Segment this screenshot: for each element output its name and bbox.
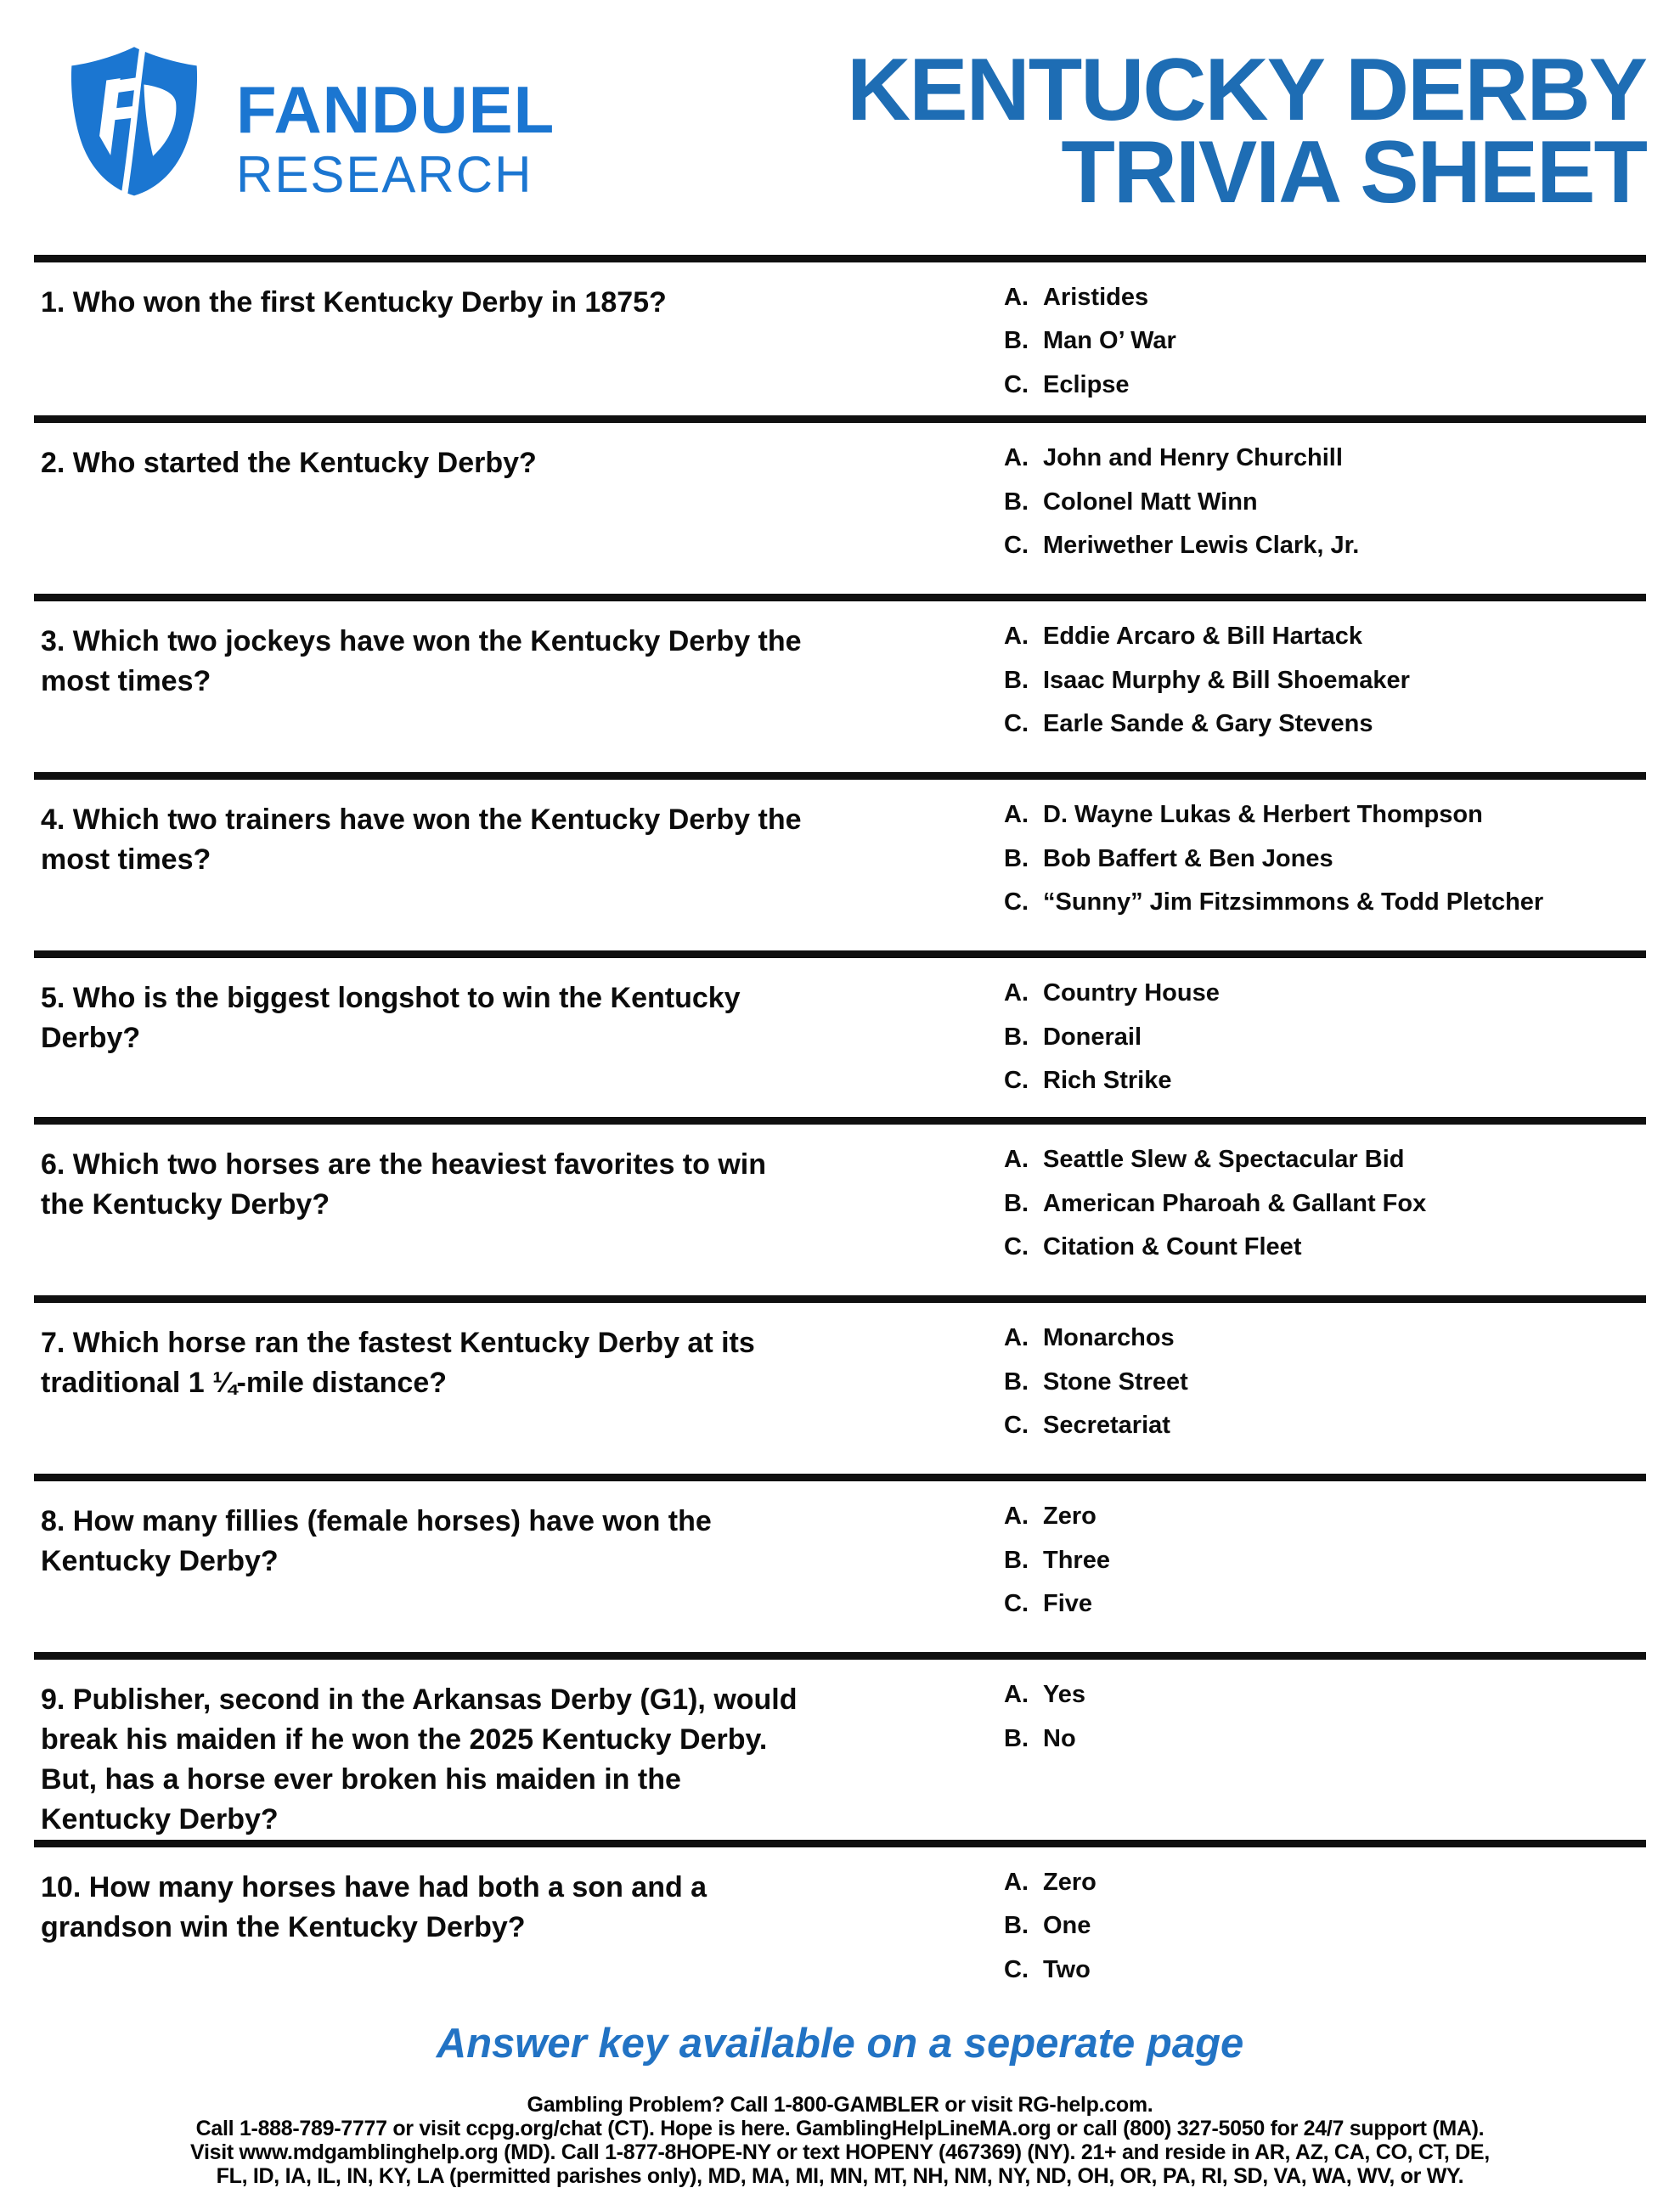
- question-row: [34, 415, 1646, 594]
- answer-option: [1004, 1726, 1646, 1751]
- answer-option: [1004, 1869, 1646, 1895]
- question-text: 8. How many fillies (female horses) have won the Kentucky Derby?: [41, 1505, 712, 1578]
- answer-letter: A.: [1004, 444, 1029, 472]
- fanduel-logo: [61, 44, 555, 203]
- answer-text: Meriwether Lewis Clark, Jr.: [1043, 532, 1360, 560]
- answer-text: Rich Strike: [1043, 1067, 1172, 1095]
- question-row: [34, 950, 1646, 1117]
- answer-option: [1004, 802, 1646, 827]
- answer-text: Country House: [1043, 979, 1220, 1007]
- question-text: 10. How many horses have had both a son and a grandson win the Kentucky Derby?: [41, 1870, 708, 1943]
- question-text: 5. Who is the biggest longshot to win the Kentucky Derby?: [41, 982, 741, 1055]
- answer-text: One: [1043, 1912, 1091, 1940]
- answer-text: No: [1043, 1724, 1076, 1752]
- answer-letter: A.: [1004, 284, 1029, 311]
- answer-option: [1004, 1913, 1646, 1938]
- answer-text: Eddie Arcaro & Bill Hartack: [1043, 623, 1363, 651]
- answers-list: [1004, 800, 1646, 950]
- answer-text: Zero: [1043, 1503, 1097, 1531]
- answer-letter: B.: [1004, 327, 1029, 355]
- answer-text: D. Wayne Lukas & Herbert Thompson: [1043, 801, 1483, 829]
- answers-list: [1004, 1145, 1646, 1295]
- answer-letter: B.: [1004, 1546, 1029, 1574]
- disclaimer: [34, 2093, 1646, 2188]
- answer-text: Aristides: [1043, 284, 1149, 311]
- footer: [34, 2020, 1646, 2188]
- answer-letter: C.: [1004, 1955, 1029, 1983]
- answer-text: Earle Sande & Gary Stevens: [1043, 710, 1373, 738]
- answer-text: Bob Baffert & Ben Jones: [1043, 844, 1333, 872]
- question-text: 1. Who won the first Kentucky Derby in 1875?: [41, 286, 667, 319]
- question-row: [34, 255, 1646, 415]
- answers-list: [1004, 283, 1646, 415]
- question-text: 7. Which horse ran the fastest Kentucky Derby at its traditional 1 ¼-mile distance?: [41, 1327, 755, 1400]
- answer-option: [1004, 668, 1646, 693]
- answer-text: Three: [1043, 1546, 1110, 1574]
- answer-text: Colonel Matt Winn: [1043, 488, 1258, 516]
- page-title-line2: TRIVIA SHEET: [1061, 122, 1646, 222]
- answer-text: “Sunny” Jim Fitzsimmons & Todd Pletcher: [1043, 888, 1544, 916]
- answer-letter: A.: [1004, 801, 1029, 829]
- answer-option: [1004, 445, 1646, 471]
- answer-option: [1004, 623, 1646, 649]
- question-text: 6. Which two horses are the heaviest favorites to win the Kentucky Derby?: [41, 1148, 767, 1221]
- answer-letter: C.: [1004, 888, 1029, 916]
- answer-option: [1004, 1413, 1646, 1438]
- answers-list: [1004, 978, 1646, 1117]
- answer-option: [1004, 1068, 1646, 1093]
- answer-text: Donerail: [1043, 1023, 1142, 1051]
- answer-letter: B.: [1004, 488, 1029, 516]
- answer-option: [1004, 1234, 1646, 1260]
- answers-list: [1004, 1502, 1646, 1652]
- answer-letter: A.: [1004, 1146, 1029, 1174]
- answer-option: [1004, 328, 1646, 353]
- answer-text: John and Henry Churchill: [1043, 444, 1343, 472]
- answer-option: [1004, 1191, 1646, 1216]
- answer-option: [1004, 1503, 1646, 1529]
- logo-word-fanduel: FANDUEL: [236, 72, 555, 147]
- answer-text: Monarchos: [1043, 1324, 1175, 1352]
- answer-option: [1004, 889, 1646, 915]
- question-row: [34, 1474, 1646, 1652]
- answer-option: [1004, 1548, 1646, 1573]
- answer-letter: C.: [1004, 1067, 1029, 1095]
- question-row: [34, 594, 1646, 772]
- page-title: [847, 41, 1646, 222]
- answer-letter: B.: [1004, 1189, 1029, 1217]
- question-text: 4. Which two trainers have won the Kentucky Derby the most times?: [41, 804, 802, 877]
- answer-option: [1004, 533, 1646, 558]
- answer-text: Secretariat: [1043, 1412, 1170, 1440]
- answers-list: [1004, 1868, 1646, 2001]
- answer-letter: B.: [1004, 844, 1029, 872]
- answer-text: Stone Street: [1043, 1368, 1188, 1396]
- logo-word-research: RESEARCH: [236, 146, 533, 203]
- answer-text: Man O’ War: [1043, 327, 1176, 355]
- answer-text: Isaac Murphy & Bill Shoemaker: [1043, 666, 1410, 694]
- question-row: [34, 1840, 1646, 2001]
- answer-text: Seattle Slew & Spectacular Bid: [1043, 1146, 1405, 1174]
- answer-option: [1004, 1591, 1646, 1616]
- answer-letter: C.: [1004, 1590, 1029, 1618]
- answer-letter: A.: [1004, 623, 1029, 651]
- answer-letter: B.: [1004, 1023, 1029, 1051]
- answer-text: Eclipse: [1043, 370, 1130, 398]
- question-row: [34, 772, 1646, 950]
- answer-text: Two: [1043, 1955, 1091, 1983]
- answer-text: Five: [1043, 1590, 1093, 1618]
- question-text: 3. Which two jockeys have won the Kentucky Derby the most times?: [41, 625, 802, 698]
- answer-option: [1004, 489, 1646, 515]
- answer-option: [1004, 1147, 1646, 1172]
- question-row: [34, 1117, 1646, 1295]
- answer-option: [1004, 711, 1646, 736]
- answer-letter: B.: [1004, 1912, 1029, 1940]
- answer-key-note: Answer key available on a seperate page: [436, 2020, 1244, 2067]
- answer-option: [1004, 1682, 1646, 1707]
- disclaimer-line: FL, ID, IA, IL, IN, KY, LA (permitted parishes only), MD, MA, MI, MN, MT, NH, NM, NY, ND, OH, OR, PA, RI, SD, VA, WA, WV, or WY.: [216, 2163, 1464, 2188]
- answers-list: [1004, 622, 1646, 772]
- fanduel-shield-icon: [61, 44, 207, 197]
- answer-letter: A.: [1004, 1868, 1029, 1896]
- question-text: 9. Publisher, second in the Arkansas Derby (G1), would break his maiden if he won the 2025 Kentucky Derby. But, has a horse ever broken his maiden in the Kentucky Derby?: [41, 1683, 798, 1836]
- answer-letter: B.: [1004, 1724, 1029, 1752]
- answer-option: [1004, 1369, 1646, 1395]
- answer-option: [1004, 372, 1646, 398]
- answer-letter: C.: [1004, 710, 1029, 738]
- answer-letter: A.: [1004, 979, 1029, 1007]
- answer-option: [1004, 846, 1646, 871]
- answers-list: [1004, 1323, 1646, 1474]
- answer-option: [1004, 285, 1646, 310]
- answer-letter: B.: [1004, 1368, 1029, 1396]
- answer-text: Citation & Count Fleet: [1043, 1233, 1302, 1261]
- page-title-line1: KENTUCKY DERBY: [847, 41, 1646, 139]
- answer-letter: B.: [1004, 666, 1029, 694]
- answer-option: [1004, 1024, 1646, 1050]
- logo-wordmark: [236, 44, 555, 203]
- question-row: [34, 1295, 1646, 1474]
- answer-letter: C.: [1004, 532, 1029, 560]
- question-row: [34, 1652, 1646, 1840]
- answer-letter: A.: [1004, 1324, 1029, 1352]
- question-text: 2. Who started the Kentucky Derby?: [41, 447, 537, 480]
- answer-option: [1004, 1957, 1646, 1982]
- answer-letter: C.: [1004, 1412, 1029, 1440]
- answer-text: Zero: [1043, 1868, 1097, 1896]
- answer-letter: A.: [1004, 1681, 1029, 1709]
- disclaimer-line: Call 1-888-789-7777 or visit ccpg.org/chat (CT). Hope is here. GamblingHelpLineMA.org or call (800) 327-5050 for 24/7 support (MA).: [195, 2116, 1485, 2140]
- answer-option: [1004, 980, 1646, 1006]
- answer-text: Yes: [1043, 1681, 1085, 1709]
- disclaimer-line: Visit www.mdgamblinghelp.org (MD). Call 1-877-8HOPE-NY or text HOPENY (467369) (NY). 21+ and reside in AR, AZ, CA, CO, CT, DE,: [190, 2140, 1490, 2164]
- header: [34, 0, 1646, 255]
- answer-letter: C.: [1004, 1233, 1029, 1261]
- answer-letter: C.: [1004, 370, 1029, 398]
- answer-option: [1004, 1325, 1646, 1351]
- answer-text: American Pharoah & Gallant Fox: [1043, 1189, 1427, 1217]
- answers-list: [1004, 1680, 1646, 1840]
- answers-list: [1004, 443, 1646, 594]
- answer-letter: A.: [1004, 1503, 1029, 1531]
- questions-list: [34, 255, 1646, 2001]
- disclaimer-line: Gambling Problem? Call 1-800-GAMBLER or visit RG-help.com.: [527, 2092, 1153, 2117]
